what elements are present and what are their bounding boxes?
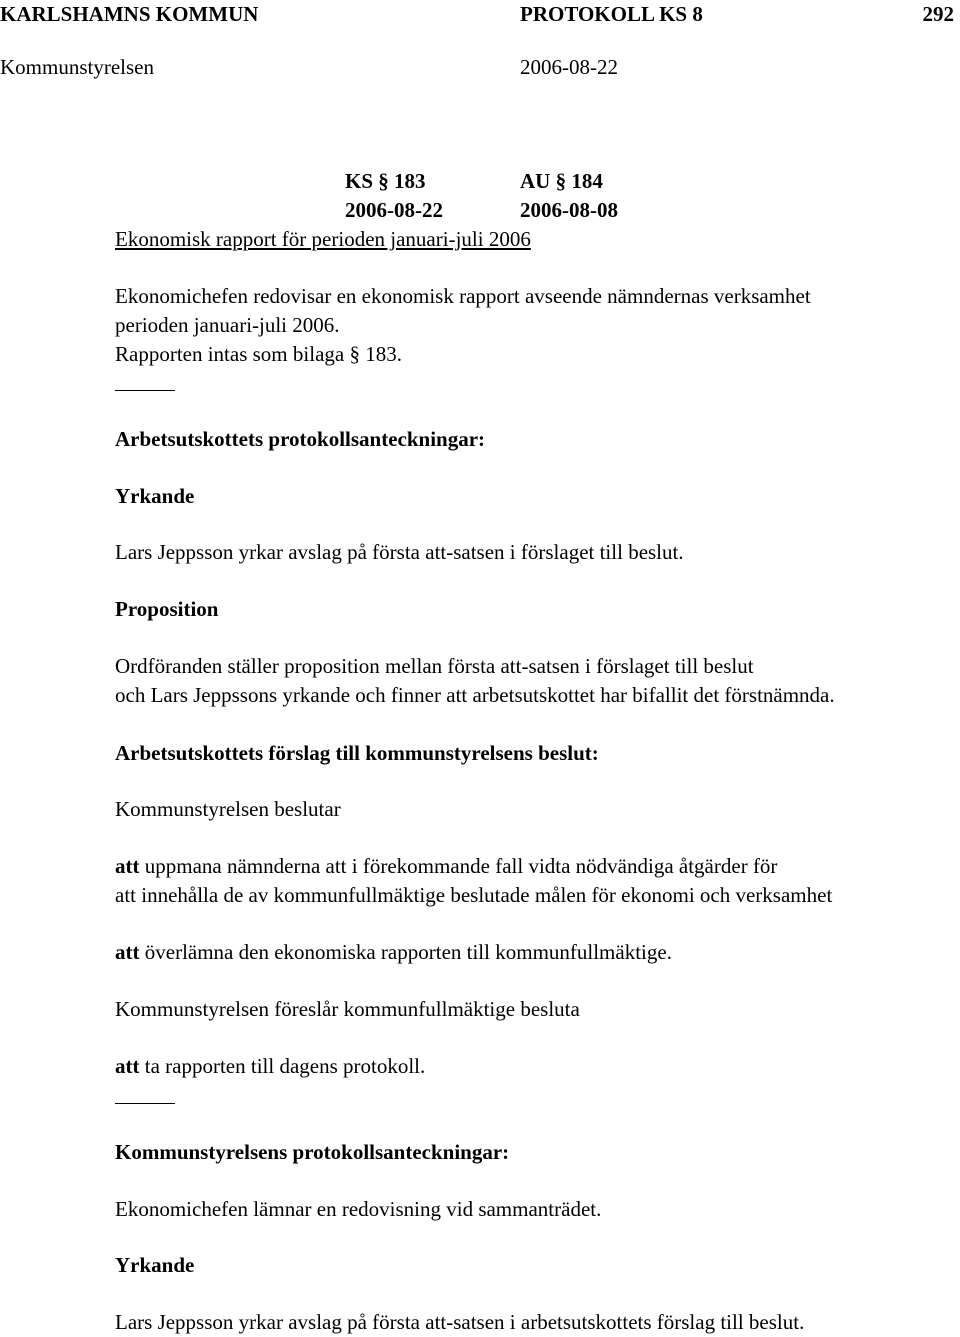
- attachment-text: Rapporten intas som bilaga: [115, 342, 345, 366]
- ks-proposes: Kommunstyrelsen föreslår kommunfullmäktige besluta: [115, 997, 580, 1021]
- au-reference: [520, 167, 603, 196]
- ks-label: KS: [345, 169, 374, 193]
- decision-att-2: [115, 938, 672, 967]
- au-notes-heading: Arbetsutskottets protokollsanteckningar:: [115, 427, 486, 451]
- section-sign: §: [378, 169, 389, 193]
- ks-notes-heading: Kommunstyrelsens protokollsanteckningar:: [115, 1140, 510, 1164]
- proposition-heading: Proposition: [115, 597, 219, 621]
- proposition-line-2: och Lars Jeppssons yrkande och finner att arbetsutskottet har bifallit det förstnämnda.: [115, 683, 835, 707]
- au-date: 2006-08-08: [520, 198, 618, 222]
- au-proposal-heading: Arbetsutskottets förslag till kommunstyrelsens beslut:: [115, 741, 599, 765]
- decision-text: ta rapporten till dagens protokoll.: [144, 1054, 426, 1078]
- ks-date: 2006-08-22: [345, 198, 443, 222]
- au-number: 184: [571, 169, 603, 193]
- page-number: 292: [922, 2, 954, 26]
- section-sign: §: [555, 169, 567, 193]
- board-name: Kommunstyrelsen: [0, 55, 154, 79]
- att-keyword: att: [115, 854, 140, 878]
- ks-yrkande-text: Lars Jeppsson yrkar avslag på första att-satsen i arbetsutskottets förslag till beslut.: [115, 1310, 805, 1334]
- att-keyword: att: [115, 1054, 140, 1078]
- proposition-line-1: Ordföranden ställer proposition mellan första att-satsen i förslaget till beslut: [115, 654, 754, 678]
- intro-line-1: Ekonomichefen redovisar en ekonomisk rapport avseende nämndernas verksamhet: [115, 284, 811, 308]
- protocol-title: PROTOKOLL KS 8: [520, 2, 703, 26]
- intro-line-2: perioden januari-juli 2006.: [115, 313, 340, 337]
- section-sign: §: [349, 342, 360, 366]
- attachment-number: 183.: [365, 342, 402, 366]
- decision-att-3: [115, 1052, 425, 1081]
- ks-number: 183: [394, 169, 426, 193]
- yrkande-heading: Yrkande: [115, 484, 195, 508]
- separator-rule: [115, 1103, 175, 1104]
- decision-text: uppmana nämnderna att i förekommande fall vidta nödvändiga åtgärder för: [144, 854, 778, 878]
- intro-line-3: [115, 340, 402, 369]
- ks-decides: Kommunstyrelsen beslutar: [115, 797, 341, 821]
- separator-rule: [115, 390, 175, 391]
- yrkande-text: Lars Jeppsson yrkar avslag på första att-satsen i förslaget till beslut.: [115, 540, 684, 564]
- decision-att-1-line-1: [115, 852, 777, 881]
- item-title: Ekonomisk rapport för perioden januari-juli 2006: [115, 227, 531, 251]
- att-keyword: att: [115, 940, 140, 964]
- ks-reference: [345, 167, 426, 196]
- decision-text: överlämna den ekonomiska rapporten till kommunfullmäktige.: [144, 940, 672, 964]
- au-label: AU: [520, 169, 551, 193]
- ks-notes-text: Ekonomichefen lämnar en redovisning vid sammanträdet.: [115, 1197, 602, 1221]
- meeting-date: 2006-08-22: [520, 55, 618, 79]
- decision-att-1-line-2: att innehålla de av kommunfullmäktige beslutade målen för ekonomi och verksamhet: [115, 883, 833, 907]
- ks-yrkande-heading: Yrkande: [115, 1253, 195, 1277]
- municipality-name: KARLSHAMNS KOMMUN: [0, 2, 259, 26]
